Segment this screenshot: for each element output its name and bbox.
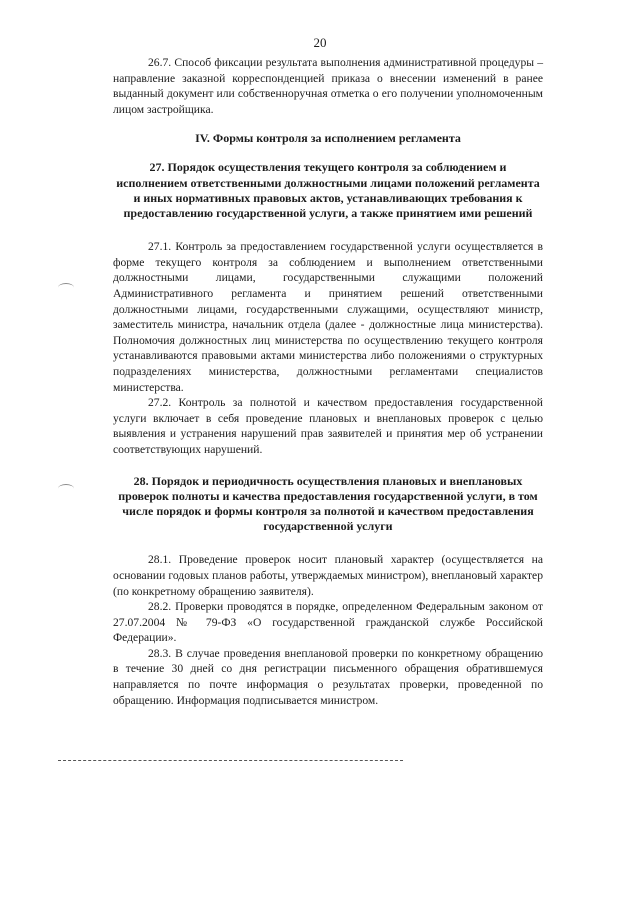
margin-mark — [58, 283, 74, 292]
paragraph-28-3: 28.3. В случае проведения внеплановой проверки по конкретному обращению в течение 30 дней со дня регистрации письменного обращения обратившемуся направляется по почте информация о результатах проверки, проведенной по обращению. Информация подписывается министром. — [113, 646, 543, 707]
heading-28: 28. Порядок и периодичность осуществления плановых и внеплановых проверок полноты и качества предоставления государственной услуги, в том числе порядок и формы контроля за полнотой и качеством предоставления государственной услуги — [118, 473, 538, 534]
heading-27: 27. Порядок осуществления текущего контроля за соблюдением и исполнением ответственными должностными лицами положений регламента и иных нормативных правовых актов, устанавливающих требования к предоставлению государственной услуги, а также принятием ими решений — [116, 160, 540, 220]
paragraph-27-1: 27.1. Контроль за предоставлением государственной услуги осуществляется в форме текущего контроля за соблюдением и выполнением ответственными должностными лицами, государственными служащими положений Административного регламента и принятием решений ответственными должностными лицами, государственными служащими, осуществляют министр, заместитель министра, начальник отдела (далее - должностные лица министерства). Полномочия должностных лиц министерства по осуществлению текущего контроля устанавливаются правовыми актами министерства либо положениями о структурных подразделениях министерства, должностными регламентами специалистов министерства. — [113, 240, 543, 394]
footer-rule — [58, 760, 403, 761]
paragraph-27-2: 27.2. Контроль за полнотой и качеством предоставления государственной услуги включает в себя проведение плановых и внеплановых проверок с целью выявления и устранения нарушений прав заявителей и принятия мер об устранении соответствующих нарушений. — [113, 396, 543, 456]
section-title-iv: IV. Формы контроля за исполнением регламента — [195, 131, 461, 146]
paragraph-26-7: 26.7. Способ фиксации результата выполнения административной процедуры – направление заказной корреспонденцией приказа о внесении изменений в ранее выданный документ или собственноручная отметка о его получении уполномоченным лицом застройщика. — [113, 56, 543, 116]
paragraph-28-1: 28.1. Проведение проверок носит плановый характер (осуществляется на основании годовых планов работы, утверждаемых министром), внеплановый характер (по конкретному обращению заявителя). — [113, 553, 543, 598]
document-body — [113, 55, 543, 708]
paragraph-28-2: 28.2. Проверки проводятся в порядке, определенном Федеральным законом от 27.07.2004 № 79-ФЗ «О государственной гражданской службе Российской Федерации». — [113, 600, 543, 645]
margin-mark — [58, 484, 74, 493]
page-number: 20 — [313, 35, 327, 50]
